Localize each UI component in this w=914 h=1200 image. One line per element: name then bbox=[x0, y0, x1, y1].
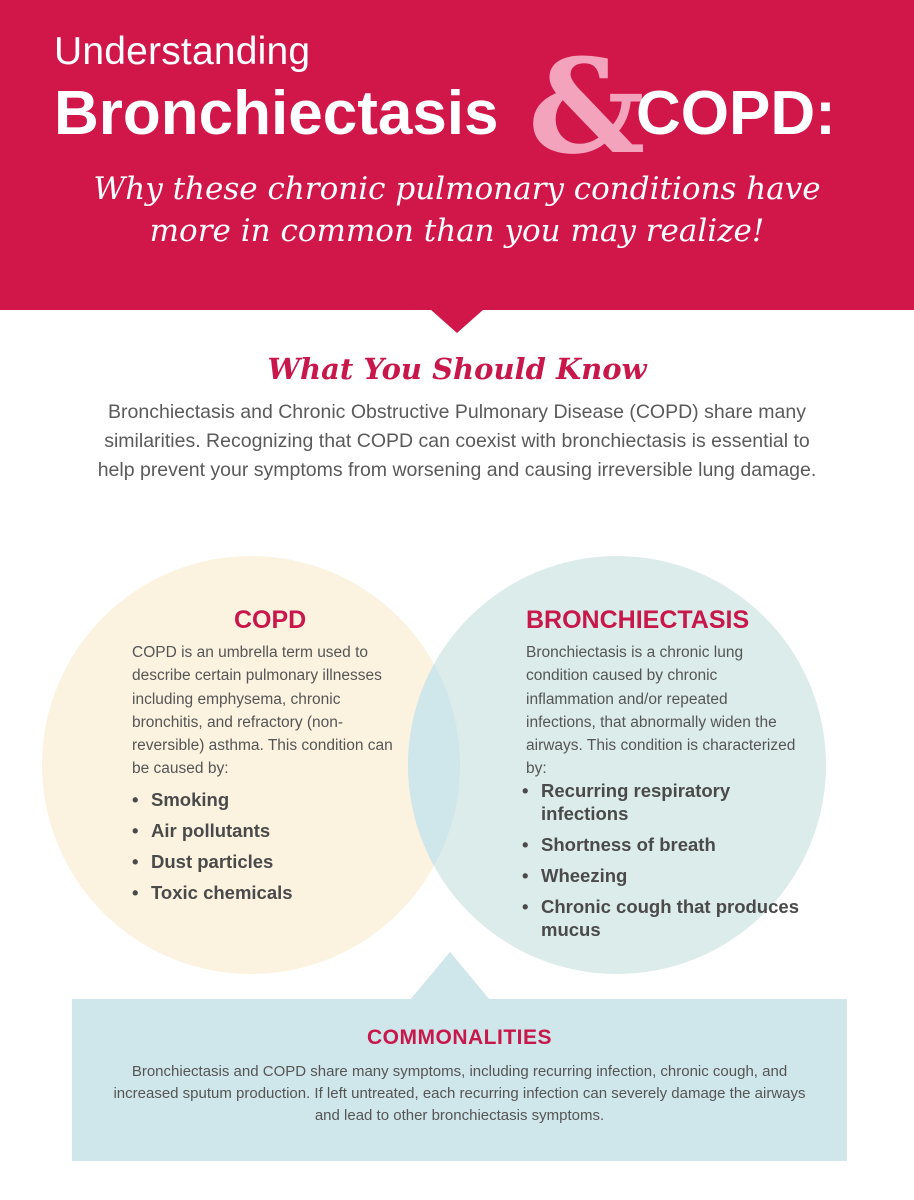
copd-causes-list bbox=[132, 787, 412, 911]
header-subtitle bbox=[40, 168, 874, 252]
bronchiectasis-heading: BRONCHIECTASIS bbox=[526, 606, 750, 634]
list-item-label: Smoking bbox=[151, 789, 230, 810]
copd-description: COPD is an umbrella term used to describe certain pulmonary illnesses including emphysema, chronic bronchitis, and refractory (non-reversible) asthma. This condition can be caused by: bbox=[132, 644, 393, 778]
header-ampersand: & bbox=[528, 30, 646, 183]
header-pointer bbox=[430, 309, 484, 333]
bullet-icon: • bbox=[132, 851, 139, 872]
header-title-copd: COPD: bbox=[636, 79, 836, 148]
commonalities-text: Bronchiectasis and COPD share many symptoms, including recurring infection, chronic cough, and increased sputum production. If left untreated, each recurring infection can severely damage the airways and lead to other bronchiectasis symptoms. bbox=[113, 1063, 806, 1124]
commonalities-heading: COMMONALITIES bbox=[367, 1026, 552, 1049]
bullet-icon: • bbox=[132, 820, 139, 841]
bronchiectasis-symptoms-list bbox=[522, 779, 802, 949]
list-item-label: Shortness of breath bbox=[541, 834, 716, 855]
what-you-should-know-title: What You Should Know bbox=[267, 352, 647, 386]
venn-overlap-fill bbox=[408, 556, 460, 974]
list-item-label: Recurring respiratory infections bbox=[541, 780, 731, 824]
bullet-icon: • bbox=[522, 780, 529, 801]
list-item bbox=[132, 818, 412, 849]
bullet-icon: • bbox=[522, 865, 529, 886]
list-item-label: Chronic cough that produces mucus bbox=[541, 896, 799, 940]
header-subtitle-line2: more in common than you may realize! bbox=[149, 213, 765, 249]
bullet-icon: • bbox=[522, 896, 529, 917]
commonalities-box bbox=[72, 999, 847, 1161]
list-item-label: Wheezing bbox=[541, 865, 628, 886]
copd-heading: COPD bbox=[234, 606, 307, 634]
header-subtitle-line1: Why these chronic pulmonary conditions have bbox=[93, 171, 821, 207]
header-banner bbox=[0, 0, 914, 310]
bullet-icon: • bbox=[132, 882, 139, 903]
what-you-should-know-text: Bronchiectasis and Chronic Obstructive Pulmonary Disease (COPD) share many similarities. Recognizing that COPD can coexist with bronchiectasis is essential to help prevent your symptoms from worsening and causing irreversible lung damage. bbox=[97, 401, 817, 481]
bullet-icon: • bbox=[132, 789, 139, 810]
list-item bbox=[522, 779, 802, 825]
header-title-bronchiectasis: Bronchiectasis bbox=[54, 79, 499, 148]
bullet-icon: • bbox=[522, 834, 529, 855]
list-item-label: Dust particles bbox=[151, 851, 274, 872]
header-pre-title: Understanding bbox=[54, 30, 311, 73]
list-item bbox=[522, 864, 802, 887]
list-item bbox=[522, 895, 802, 941]
bronchiectasis-description: Bronchiectasis is a chronic lung condition caused by chronic inflammation and/or repeated infections, that abnormally widen the airways. This condition is characterized by: bbox=[526, 644, 796, 778]
list-item bbox=[132, 849, 412, 880]
list-item bbox=[132, 880, 412, 911]
list-item bbox=[522, 833, 802, 856]
list-item bbox=[132, 787, 412, 818]
list-item-label: Toxic chemicals bbox=[151, 882, 293, 903]
list-item-label: Air pollutants bbox=[151, 820, 271, 841]
commonalities-pointer bbox=[410, 952, 490, 1000]
